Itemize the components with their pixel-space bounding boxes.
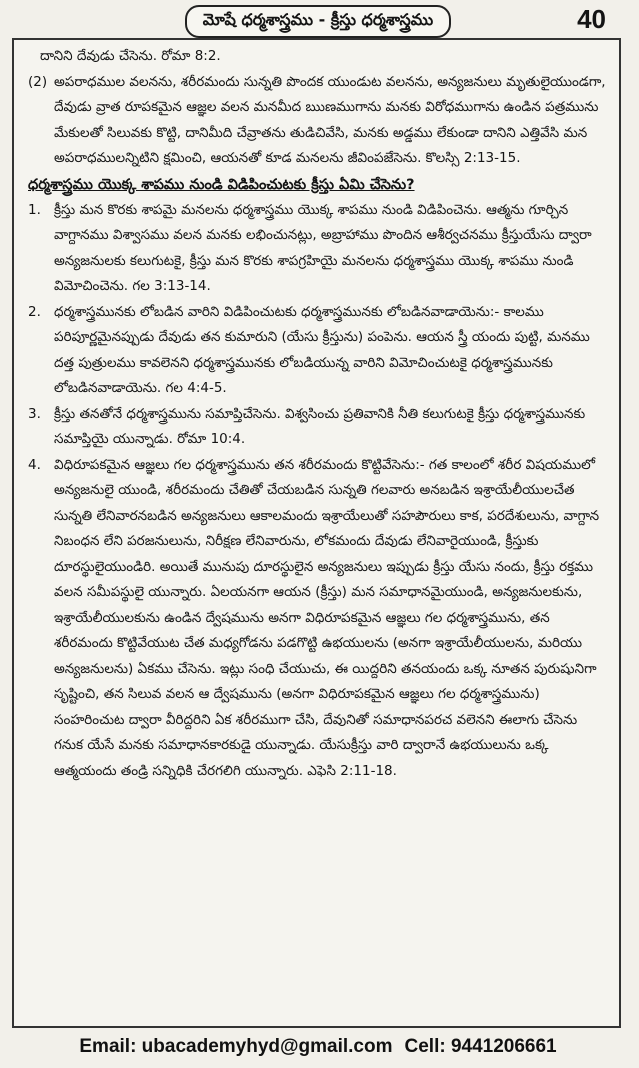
list-item (28, 300, 609, 402)
page-footer (12, 1030, 624, 1064)
list-item-text: క్రీస్తు మన కొరకు శాపమై మనలను ధర్మశాస్త్రము యొక్క శాపము నుండి విడిపించెను. ఆత్మను గూర్చిన వాగ్దానము విశ్వాసము వలన మనకు లభించునట్లు, అబ్రాహాము పొందిన ఆశీర్వచనము క్రీస్తుయేసు ద్వారా అన్యజనులకు కలుగుటకై, క్రీస్తు మన కొరకు శాపగ్రహియై మనలను ధర్మశాస్త్రము యొక్క శాపము నుండి విమోచించెను. గల 3:13-14. (54, 201, 592, 294)
point-2 (28, 70, 609, 172)
list-item-text: ధర్మశాస్త్రమునకు లోబడిన వారిని విడిపించుటకు ధర్మశాస్త్రమునకు లోబడినవాడాయెను:- కాలము పరిపూర్ణమైనప్పుడు దేవుడు తన కుమారుని (యేసు క్రీస్తును) పంపెను. ఆయన స్త్రీ యందు పుట్టి, మనము దత్త పుత్రులము కావలెనని ధర్మశాస్త్రమునకు లోబడియున్న వారిని విమోచించుటకై ధర్మశాస్త్రమునకు లోబడినవాడాయెను. గల 4:4-5. (54, 303, 590, 396)
list-item-text: విధిరూపకమైన ఆజ్ఞలు గల ధర్మశాస్త్రమును తన శరీరమందు కొట్టివేసెను:- గత కాలంలో శరీర విషయములో అన్యజనులై యుండి, శరీరమందు చేతితో చేయబడిన సున్నతి గలవారు అనబడిన ఇశ్రాయేలీయులచేత సున్నతి లేనివారనబడిన అన్యజనులు ఆకాలమందు ఇశ్రాయేలుతో సహపౌరులు కాక, పరదేశులును, వాగ్దాన నిబంధన లేని పరజనులును, నిరీక్షణ లేనివారును, లోకమందు దేవుడు లేనివారైయుండి, క్రీస్తుకు దూరస్థులైయుండిరి. అయితే మునుపు దూరస్థులైన అన్యజనులు ఇప్పుడు క్రీస్తు యేసు నందు, క్రీస్తు రక్తము వలన సమీపస్థులై యున్నారు. ఏలయనగా ఆయన (క్రీస్తు) మన సమాధానమైయుండి, అన్యజనులకును, ఇశ్రాయేలీయులకును ఉండిన ద్వేషమును అనగా విధిరూపకమైన ఆజ్ఞలు గల ధర్మశాస్త్రమును, తన శరీరమందు కొట్టివేయుట చేత మధ్యగోడను పడగొట్టి ఉభయులను (అనగా ఇశ్రాయేలీయులను, మరియు అన్యజనులను) ఏకము చేసెను. ఇట్లు సంధి చేయుచు, ఈ యిద్దరిని తనయందు ఒక్క నూతన పురుషునిగా సృష్టించి, తన సిలువ వలన ఆ ద్వేషమును (అనగా విధిరూపకమైన ఆజ్ఞలు గల ధర్మశాస్త్రమును) సంహరించుట ద్వారా వీరిద్దరిని ఏక శరీరముగా చేసి, దేవునితో సమాధానపరచ వలెనని ఈలాగు చేసెను గనుక యేసే మనకు సమాధానకారకుడై యున్నాడు. యేసుక్రీస్తు వారి ద్వారానే ఉభయులును ఒక్క ఆత్మయందు తండ్రి సన్నిధికి చేరగలిగి యున్నారు. ఎఫెసి 2:11-18. (54, 456, 600, 779)
page-number: 40 (577, 4, 606, 34)
intro-line: దానిని దేవుడు చేసెను. రోమా 8:2. (40, 48, 221, 64)
list-item-number: 3. (28, 405, 41, 422)
point-2-number: (2) (28, 73, 48, 90)
content-frame (12, 38, 621, 1028)
list-item-text: క్రీస్తు తనతోనే ధర్మశాస్త్రమును సమాప్తిచేసెను. విశ్వసించు ప్రతివానికి నీతి కలుగుటకై క్రీస్తు ధర్మశాస్త్రమునకు సమాప్తియై యున్నాడు. రోమా 10:4. (54, 405, 586, 447)
list-item (28, 453, 609, 785)
section-heading: ధర్మశాస్త్రము యొక్క శాపము నుండి విడిపించుటకు క్రీస్తు ఏమి చేసెను? (28, 176, 415, 193)
footer-email: Email: ubacademyhyd@gmail.com (79, 1036, 393, 1057)
page-header (12, 4, 624, 38)
list-item (28, 402, 609, 453)
point-2-text: అపరాధముల వలనను, శరీరమందు సున్నతి పొందక యుండుట వలనను, అన్యజనులు మృతులైయుండగా, దేవుడు వ్రాత రూపకమైన ఆజ్ఞల వలన మనమీద ఋణముగాను మనకు విరోధముగాను ఉండిన పత్రమును మేకులతో సిలువకు కొట్టి, దానిమీది చేవ్రాతను తుడిచివేసి, మనకు అడ్డము లేకుండా దానిని ఎత్తివేసి మన అపరాధములన్నిటిని క్షమించి, ఆయనతో కూడ మనలను జీవింపజేసెను. కొలస్సి 2:13-15. (54, 73, 606, 166)
footer-cell: Cell: 9441206661 (404, 1036, 557, 1057)
list-item (28, 198, 609, 300)
list-item-number: 1. (28, 201, 41, 218)
list-item-number: 4. (28, 456, 41, 473)
page-title: మోషే ధర్మశాస్త్రము - క్రీస్తు ధర్మశాస్త్రము (185, 5, 451, 38)
list-item-number: 2. (28, 303, 41, 320)
